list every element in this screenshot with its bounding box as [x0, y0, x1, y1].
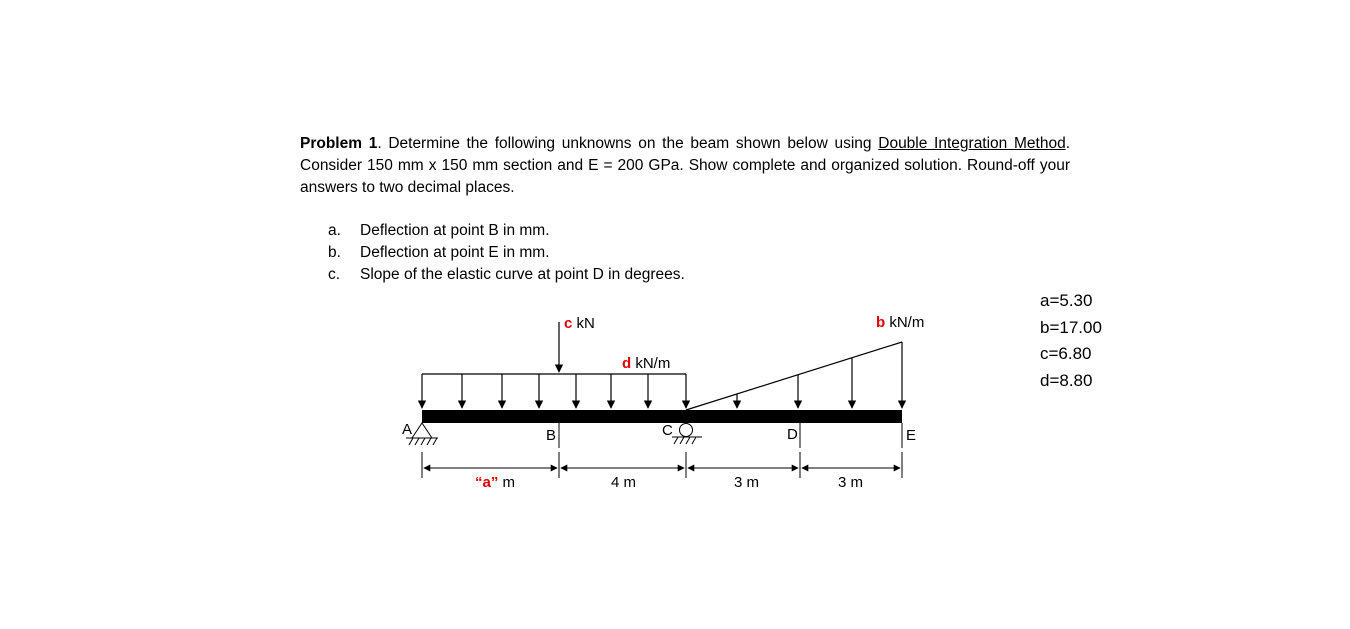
point-label-e: E: [906, 427, 917, 444]
list-item: b. Deflection at point E in mm.: [328, 244, 550, 261]
point-label-a: A: [402, 421, 413, 438]
problem-text-1: . Determine the following unknowns on the beam shown below using: [377, 135, 879, 152]
point-load-label: c kN: [564, 315, 595, 332]
uniform-load: [422, 374, 686, 408]
value-b: b=17.00: [1040, 317, 1102, 337]
dim-label-cd: 3 m: [734, 474, 760, 491]
dim-label-de: 3 m: [838, 474, 864, 491]
point-label-c: C: [662, 422, 673, 439]
list-item: c. Slope of the elastic curve at point D in degrees.: [328, 266, 685, 283]
triangular-load-label: b kN/m: [876, 314, 925, 331]
value-d: d=8.80: [1040, 370, 1093, 390]
roller-support-icon: [672, 424, 702, 445]
point-label-d: D: [787, 426, 798, 443]
problem-label: Problem 1: [300, 135, 378, 152]
problem-text-2: . Consider 150 mm x 150 mm section and E = 200 GPa. Show complete and organized solution. Round-off your answers to two decimal places.: [300, 135, 1070, 196]
dim-label-bc: 4 m: [611, 474, 637, 491]
triangular-load: [686, 342, 902, 410]
point-label-b: B: [546, 427, 557, 444]
dim-label-ab: “a” m: [475, 474, 516, 491]
udl-label: d kN/m: [622, 355, 671, 372]
list-item: a. Deflection at point B in mm.: [328, 222, 550, 239]
value-c: c=6.80: [1040, 344, 1092, 363]
method-name: Double Integration Method: [878, 135, 1066, 152]
value-a: a=5.30: [1040, 291, 1093, 310]
